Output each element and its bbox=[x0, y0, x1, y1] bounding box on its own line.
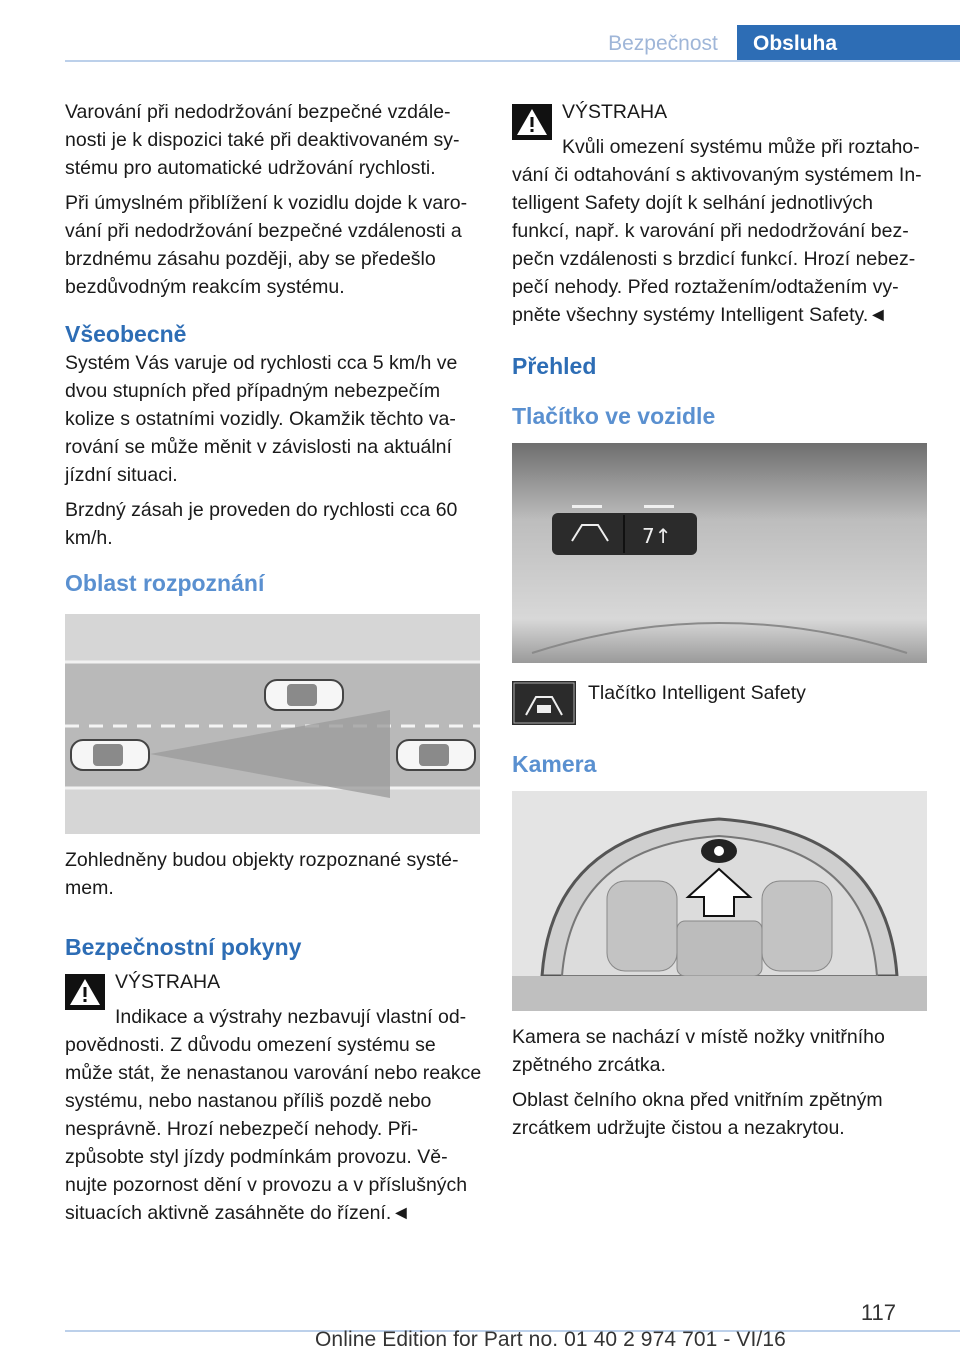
left-column bbox=[65, 98, 485, 1234]
button-legend bbox=[512, 679, 932, 739]
car-detected bbox=[397, 740, 475, 770]
detection-area-illustration bbox=[65, 614, 480, 834]
header-chapter: Obsluha bbox=[737, 25, 960, 62]
paragraph: Při úmyslném přiblížení k vozidlu dojde k varo- vání při nedodržování bezpečné vzdálenosti a brzdnému zásahu později, aby se předešlo bezdůvodným reakcím systému. bbox=[65, 192, 468, 298]
button-illustration bbox=[512, 443, 927, 663]
header-section: Bezpečnost bbox=[608, 32, 718, 55]
figure-caption: Zohledněny budou objekty rozpoznané systé- mem. bbox=[65, 849, 459, 899]
warning-text: Indikace a výstrahy nezbavují vlastní od- povědnosti. Z důvodu omezení systému se může stát, že nenastanou varování nebo reakce systému, nebo nastanou příliš pozdě nebo nesprávně. Hrozí nebezpečí nehody. Při- způsobte styl jízdy podmínkám provozu. Vě- nujte pozornost dění v provozu a v příslušných situacích aktivně zasáhněte do řízení.◄ bbox=[65, 1006, 482, 1224]
warning-icon bbox=[512, 104, 552, 140]
warning-text: Kvůli omezení systému může při roztaho- vání či odtahování s aktivovaným systémem In- telligent Safety dojít k selhání jednotlivých funkcí, např. k varování při nedodržování bez- pečn vzdálenosti s brzdicí funkcí. Hrozí nebez- pečí nehody. Před roztažením/odtažením vy- pněte všechny systémy Intelligent Safety.◄ bbox=[512, 136, 922, 326]
heading-safety: Bezpečnostní pokyny bbox=[65, 934, 302, 960]
heading-detection-area: Oblast rozpoznání bbox=[65, 570, 265, 596]
car-ahead bbox=[265, 680, 343, 710]
warning-icon bbox=[65, 974, 105, 1010]
detection-area-figure bbox=[65, 614, 480, 834]
right-column bbox=[512, 98, 932, 1149]
camera-illustration bbox=[512, 791, 927, 1011]
paragraph: Kamera se nachází v místě nožky vnitřního zpětného zrcátka. bbox=[512, 1026, 885, 1076]
warning-block bbox=[65, 968, 485, 1227]
intelligent-safety-button-icon bbox=[512, 681, 576, 725]
camera-photo bbox=[512, 791, 927, 1011]
paragraph: Brzdný zásah je proveden do rychlosti cca 60 km/h. bbox=[65, 499, 458, 549]
own-car bbox=[71, 740, 149, 770]
svg-text:7↑: 7↑ bbox=[642, 524, 672, 548]
button-caption: Tlačítko Intelligent Safety bbox=[588, 682, 806, 704]
heading-camera: Kamera bbox=[512, 751, 597, 777]
warning-label: VÝSTRAHA bbox=[115, 971, 221, 993]
footer-edition: Online Edition for Part no. 01 40 2 974 701 - VI/16 bbox=[315, 1328, 786, 1351]
paragraph: Systém Vás varuje od rychlosti cca 5 km/h ve dvou stupních před případným nebezpečím kolize s ostatními vozidly. Okamžik těchto va- rování se může měnit v závislosti na aktuální jízdní situaci. bbox=[65, 352, 458, 486]
heading-general: Všeobecně bbox=[65, 321, 187, 347]
paragraph: Varování při nedodržování bezpečné vzdále- nosti je k dispozici také při deaktivovaném sy- stému pro automatické udržování rychlosti. bbox=[65, 101, 460, 179]
page-number: 117 bbox=[860, 1300, 896, 1325]
heading-overview: Přehled bbox=[512, 353, 597, 379]
header-rule bbox=[65, 60, 960, 62]
heading-button: Tlačítko ve vozidle bbox=[512, 403, 716, 429]
warning-block bbox=[512, 98, 932, 329]
warning-label: VÝSTRAHA bbox=[562, 101, 668, 123]
paragraph: Oblast čelního okna před vnitřním zpětným zrcátkem udržujte čistou a nezakrytou. bbox=[512, 1089, 883, 1139]
button-photo bbox=[512, 443, 927, 663]
